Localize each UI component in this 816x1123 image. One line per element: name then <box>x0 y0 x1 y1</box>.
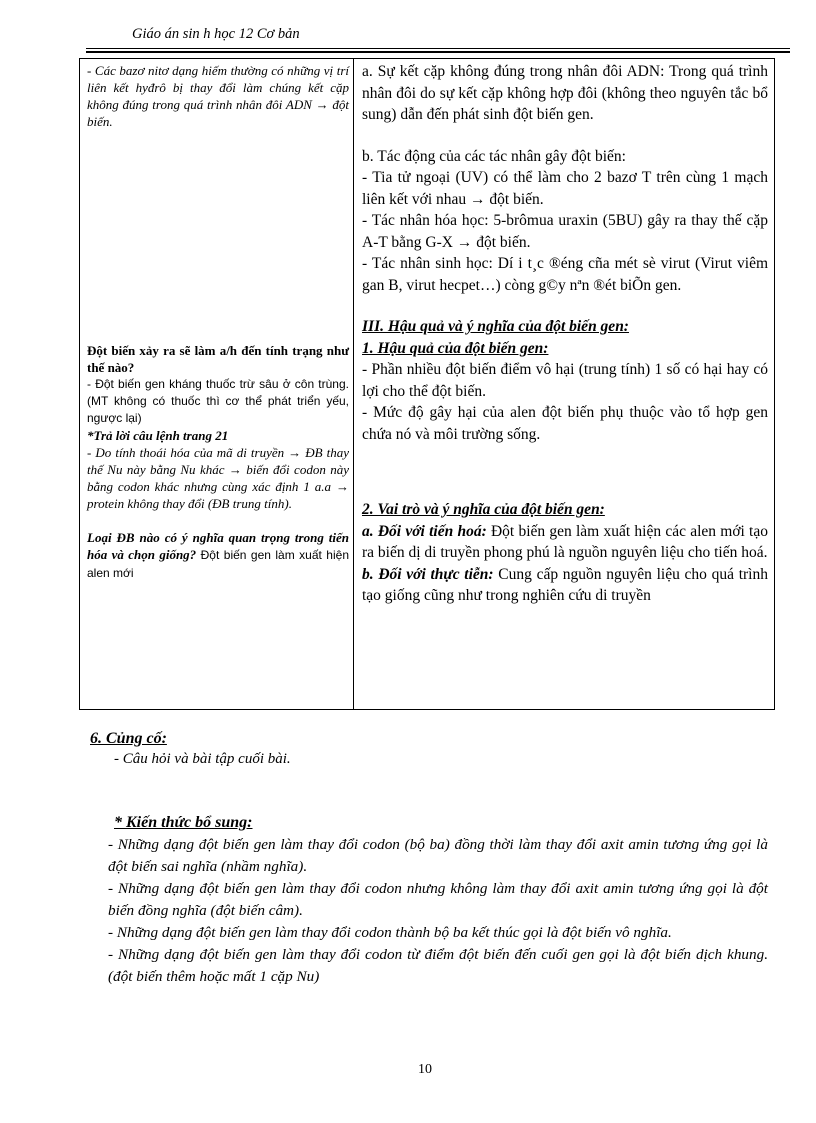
section3-2-title <box>362 499 768 521</box>
section3-1-title-text: 1. Hậu quả của đột biến gen: <box>362 339 549 357</box>
extra-knowledge <box>108 812 768 988</box>
extra-line: - Những dạng đột biến gen làm thay đổi codon (bộ ba) đồng thời làm thay đổi axit amin tương ứng gọi là đột biến sai nghĩa (nhầm nghĩa). <box>108 836 768 875</box>
header-rule-thin <box>86 48 790 49</box>
right-a: a. Sự kết cặp không đúng trong nhân đôi ADN: Trong quá trình nhân đôi do sự kết cặp không hợp đôi (không theo nguyên tắc bổ sung) dẫn đến phát sinh đột biến gen. <box>362 63 768 123</box>
section-6-item: - Câu hỏi và bài tập cuối bài. <box>114 751 291 767</box>
page-header-title: Giáo án sin h học 12 Cơ bản <box>132 26 300 42</box>
section3-2-b-text: Cung cấp nguồn nguyên liệu cho quá trình tạo giống cũng như trong nghiên cứu di truyền <box>362 565 768 604</box>
right-b3: - Tác nhân sinh học: Dí i t¸c ®éng cña mét sè virut (Virut viêm gan B, virut hecpet…) còng g©y nªn ®ét biÕn gen. <box>362 255 768 294</box>
left-q2-title: *Trả lời câu lệnh trang 21 <box>87 428 229 443</box>
lesson-table <box>79 58 775 710</box>
section3-1-a: - Phần nhiều đột biến điểm vô hại (trung tính) 1 số có hại hay có lợi cho thể đột biến. <box>362 361 768 400</box>
section3-2-a-text: Đột biến gen làm xuất hiện các alen mới tạo ra biến dị di truyền phong phú là nguồn nguyên liệu cho tiến hoá. <box>362 522 768 561</box>
right-b2: - Tác nhân hóa học: 5-brômua uraxin (5BU) gây ra thay thế cặp A-T bằng G-X → đột biến. <box>362 212 768 251</box>
column-divider <box>353 59 354 709</box>
left-q2-body: - Do tính thoái hóa của mã di truyền → ĐB thay thế Nu này bằng Nu khác → biến đổi codon này bằng codon khác nhưng cùng xác định 1 a.a → protein không thay đổi (ĐB trung tính). <box>87 445 349 511</box>
section3-1-title <box>362 338 768 360</box>
left-a3-text: Đột biến gen làm xuất hiện alen mới <box>87 548 349 580</box>
page-number: 10 <box>418 1062 432 1077</box>
extra-line: - Những dạng đột biến gen làm thay đổi codon nhưng không làm thay đổi axit amin tương ứng gọi là đột biến đồng nghĩa (đột biến câm). <box>108 880 768 919</box>
content-column <box>362 61 768 607</box>
extra-knowledge-title-text: * Kiến thức bổ sung: <box>114 814 253 831</box>
right-b-title: b. Tác động của các tác nhân gây đột biến: <box>362 147 626 165</box>
extra-line: - Những dạng đột biến gen làm thay đổi codon từ điểm đột biến đến cuối gen gọi là đột biến dịch khung. (đột biến thêm hoặc mất 1 cặp Nu) <box>108 946 768 985</box>
section3-1-b: - Mức độ gây hại của alen đột biến phụ thuộc vào tổ hợp gen chứa nó và môi trường sống. <box>362 404 768 443</box>
left-intro: - Các bazơ nitơ dạng hiếm thường có những vị trí liên kết hyđrô bị thay đổi làm chúng kết cặp không đúng trong quá trình nhân đôi ADN → đột biến. <box>87 63 349 129</box>
section3-2-b <box>362 564 768 607</box>
left-a1: - Đột biến gen kháng thuốc trừ sâu ở côn trùng. (MT không có thuốc thì cơ thể phát triển yếu, ngược lại) <box>87 377 349 425</box>
section-6 <box>90 730 780 770</box>
section-6-title-text: 6. Củng cố: <box>90 730 167 747</box>
left-q3 <box>87 529 349 582</box>
extra-knowledge-title <box>114 812 768 834</box>
section3-title <box>362 316 768 338</box>
header-rule-thick <box>86 51 790 53</box>
section3-title-text: III. Hậu quả và ý nghĩa của đột biến gen: <box>362 318 629 335</box>
section3-2-title-text: 2. Vai trò và ý nghĩa của đột biến gen: <box>362 501 605 518</box>
left-q3-text: Loại ĐB nào có ý nghĩa quan trọng trong tiến hóa và chọn giống? <box>87 530 349 562</box>
section3-2-a <box>362 521 768 564</box>
teacher-activity-column <box>87 62 349 582</box>
left-q1 <box>87 342 349 376</box>
section-6-title <box>90 730 780 748</box>
right-b1: - Tia tử ngoại (UV) có thể làm cho 2 bazơ T trên cùng 1 mạch liên kết với nhau → đột biến. <box>362 169 768 208</box>
section3-2-b-label: b. Đối với thực tiễn: <box>362 565 494 583</box>
section3-2-a-label: a. Đối với tiến hoá: <box>362 522 487 540</box>
left-q1-text: Đột biến xảy ra sẽ làm a/h đến tính trạng như thế nào? <box>87 343 349 375</box>
extra-line: - Những dạng đột biến gen làm thay đổi codon thành bộ ba kết thúc gọi là đột biến vô nghĩa. <box>108 924 672 941</box>
